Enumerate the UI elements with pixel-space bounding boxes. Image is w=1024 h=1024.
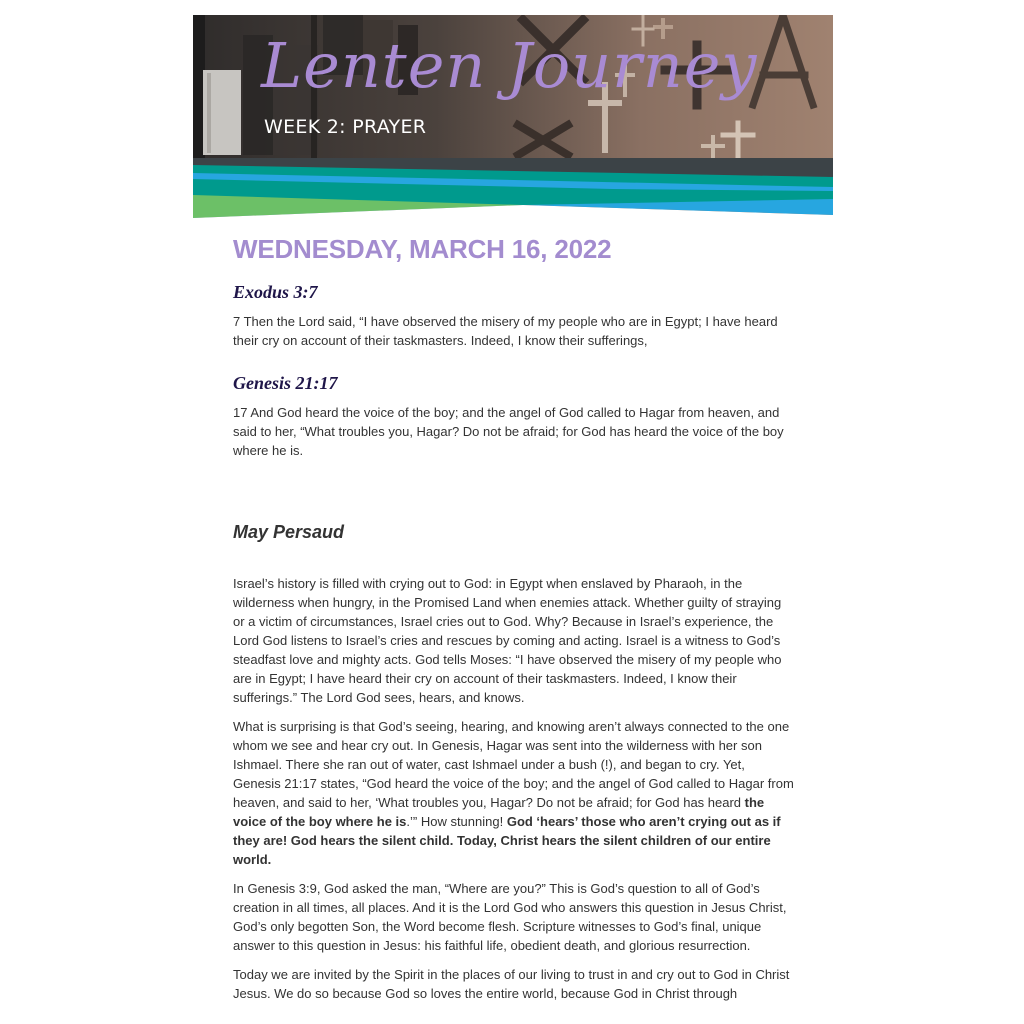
banner-title: Lenten Journey: [261, 29, 758, 102]
reflection-p2-text-1: What is surprising is that God’s seeing, hearing, and knowing aren’t always connected to the one whom we see and hear cry out. In Genesis, Hagar was sent into the wilderness with her son Ishmael. There she ran out of water, cast Ishmael under a bush (!), and began to cry. Yet, Genesis 21:17 states, “God heard the voice of the boy; and the angel of God called to Hagar from heaven, and said to her, ‘What troubles you, Hagar? Do not be afraid; for God has heard: [233, 719, 794, 810]
banner-subtitle: WEEK 2: PRAYER: [264, 116, 427, 138]
reading-text-1: 7 Then the Lord said, “I have observed the misery of my people who are in Egypt; I have heard their cry on account of their taskmasters. Indeed, I know their sufferings,: [233, 314, 778, 348]
header-banner: [193, 15, 833, 218]
reflection-p2-bold-1: the voice of the boy where he is: [233, 795, 765, 829]
date-heading: WEDNESDAY, MARCH 16, 2022: [233, 234, 612, 264]
reading-reference-2: Genesis 21:17: [233, 373, 338, 393]
reading-reference-1: Exodus 3:7: [233, 282, 318, 302]
reflection-paragraph-4: Today we are invited by the Spirit in the places of our living to trust in and cry out to God in Christ Jesus. We do so because God so loves the entire world, because God in Christ through: [233, 967, 790, 1001]
reflection-paragraph-2: [233, 717, 796, 869]
reflection-paragraph-1: Israel’s history is filled with crying out to God: in Egypt when enslaved by Pharaoh, in the wilderness when hungry, in the Promised Land when enemies attack. Whether guilty of straying or a victim of circumstances, Israel cries out to God. Why? Because in Israel’s experience, the Lord God listens to Israel’s cries and rescues by coming and acting. Israel is a witness to God’s steadfast love and mighty acts. God tells Moses: “I have observed the misery of my people who are in Egypt; I have heard their cry on account of their taskmasters. Indeed, I know their sufferings.” The Lord God sees, hears, and knows.: [233, 576, 782, 705]
reflection-p2-bold-2: God ‘hears’ those who aren’t crying out as if they are! God hears the silent child. Today, Christ hears the silent children of our entire world.: [233, 814, 781, 867]
reading-text-2: 17 And God heard the voice of the boy; and the angel of God called to Hagar from heaven, and said to her, “What troubles you, Hagar? Do not be afraid; for God has heard the voice of the boy where he is.: [233, 405, 784, 458]
devotional-content: [233, 232, 796, 1003]
reflection-p2-text-2: .’” How stunning!: [406, 814, 507, 829]
reflection-paragraph-3: In Genesis 3:9, God asked the man, “Where are you?” This is God’s question to all of God’s creation in all times, all places. And it is the Lord God who answers this question in Jesus Christ, God’s only begotten Son, the Word become flesh. Scripture witnesses to God’s final, unique answer to this question in Jesus: his faithful life, obedient death, and glorious resurrection.: [233, 881, 787, 953]
author-name: May Persaud: [233, 522, 345, 542]
